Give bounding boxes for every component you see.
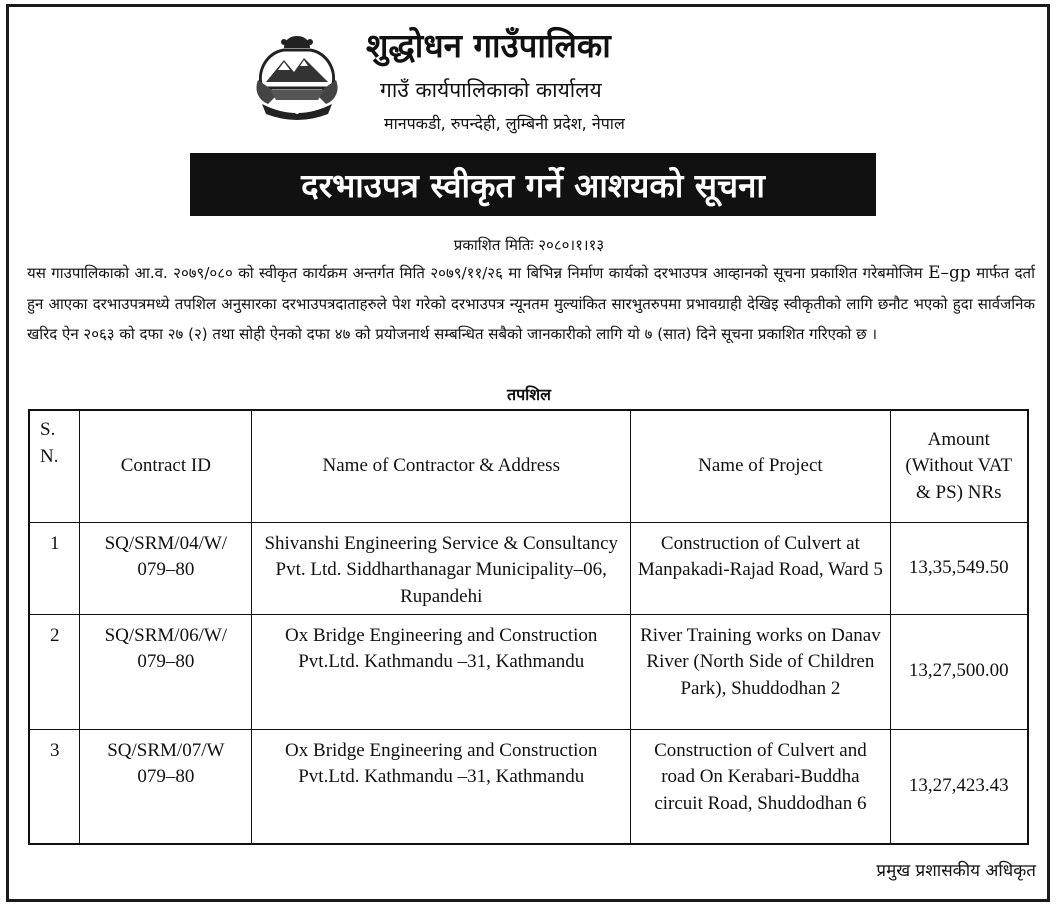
body-egp: E–gp — [928, 263, 971, 283]
notice-body — [27, 258, 1035, 350]
body-text-after: मार्फत दर्ता हुन आएका दरभाउपत्रमध्ये तपशिल अनुसारका दरभाउपत्रदाताहरुले पेश गरेको दरभाउपत्र न्यूनतम मुल्यांकित सारभुतरुपमा प्रभावग्राही देखिइ स्वीकृतीको लागि छनौट भएको हुदा सार्वजनिक खरिद ऐन २०६३ को दफा २७ (२) तथा सोही ऐनको दफा ४७ को प्रयोजनार्थ सम्बन्धित सबैको जानकारीको लागि यो ७ (सात) दिने सूचना प्रकाशित गरिएको छ । — [27, 264, 1035, 343]
cell-sn: 1 — [29, 522, 80, 614]
table-header-row — [29, 410, 1028, 522]
header-project: Name of Project — [631, 410, 890, 522]
published-date: प्रकाशित मितिः २०८०।१।१३ — [453, 236, 605, 254]
cell-sn: 3 — [29, 729, 80, 844]
table-row — [29, 522, 1028, 614]
table-row — [29, 614, 1028, 729]
cell-amount: 13,27,500.00 — [890, 614, 1028, 729]
cell-sn: 2 — [29, 614, 80, 729]
office-name: गाउँ कार्यपालिकाको कार्यालय — [380, 78, 602, 102]
cell-project: Construction of Culvert at Manpakadi-Rajad Road, Ward 5 — [631, 522, 890, 614]
body-text-before: यस गाउपालिकाको आ.व. २०७९/०८० को स्वीकृत कार्यक्रम अन्तर्गत मिति २०७९/११/२६ मा बिभिन्न निर्माण कार्यको दरभाउपत्र आव्हानको सूचना प्रकाशित गरेबमोजिम — [27, 264, 929, 282]
notice-title: दरभाउपत्र स्वीकृत गर्ने आशयको सूचना — [301, 166, 765, 205]
header-sn: S. N. — [29, 410, 80, 522]
contracts-table — [28, 409, 1029, 845]
table-row — [29, 729, 1028, 844]
cell-contract-id: SQ/SRM/07/W 079–80 — [80, 729, 252, 844]
cell-project: River Training works on Danav River (North Side of Children Park), Shuddodhan 2 — [631, 614, 890, 729]
section-title: तपशिल — [506, 385, 552, 404]
header-contractor: Name of Contractor & Address — [252, 410, 631, 522]
header-contract-id: Contract ID — [80, 410, 252, 522]
cell-amount: 13,35,549.50 — [890, 522, 1028, 614]
cell-project: Construction of Culvert and road On Kerabari-Buddha circuit Road, Shuddodhan 6 — [631, 729, 890, 844]
cell-contract-id: SQ/SRM/06/W/ 079–80 — [80, 614, 252, 729]
cell-contract-id: SQ/SRM/04/W/ 079–80 — [80, 522, 252, 614]
signature-title: प्रमुख प्रशासकीय अधिकृत — [876, 861, 1036, 881]
cell-contractor: Ox Bridge Engineering and Construction Pvt.Ltd. Kathmandu –31, Kathmandu — [252, 729, 631, 844]
office-address: मानपकडी, रुपन्देही, लुम्बिनी प्रदेश, नेपाल — [384, 114, 625, 133]
cell-contractor: Ox Bridge Engineering and Construction Pvt.Ltd. Kathmandu –31, Kathmandu — [252, 614, 631, 729]
cell-contractor: Shivanshi Engineering Service & Consultancy Pvt. Ltd. Siddharthanagar Municipality–06, Rupandehi — [252, 522, 631, 614]
cell-amount: 13,27,423.43 — [890, 729, 1028, 844]
municipality-name: शुद्धोधन गाउँपालिका — [366, 26, 611, 65]
notice-title-banner — [190, 153, 876, 216]
nepal-emblem-icon — [248, 30, 346, 120]
header-amount: Amount (Without VAT & PS) NRs — [890, 410, 1028, 522]
